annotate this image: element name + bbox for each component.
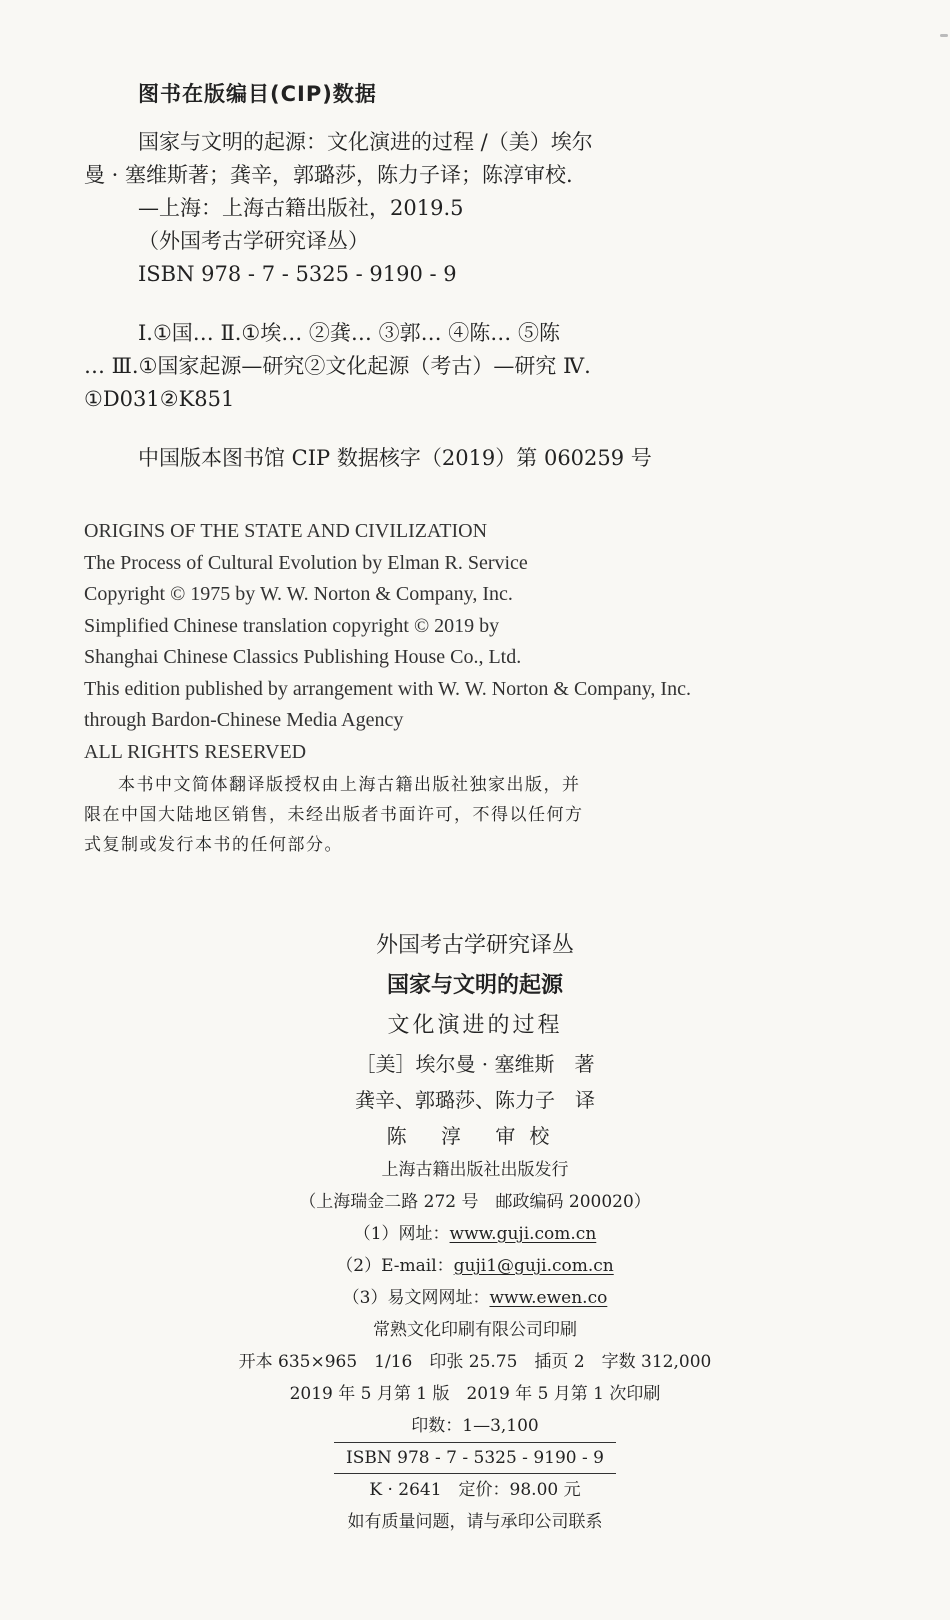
rights-line: 限在中国大陆地区销售，未经出版者书面许可，不得以任何方 — [84, 805, 584, 825]
cip-record — [84, 126, 744, 475]
cip-class-line: Ⅰ.①国… Ⅱ.①埃… ②龚… ③郭… ④陈… ⑤陈 — [138, 321, 560, 345]
email-link[interactable]: guji1@guji.com.cn — [453, 1256, 614, 1276]
cip-class-line: ①D031②K851 — [84, 387, 235, 411]
website-label: （1）网址： — [353, 1224, 450, 1244]
english-line: through Bardon-Chinese Media Agency — [84, 709, 404, 731]
book-title: 国家与文明的起源 — [386, 973, 563, 998]
cip-heading: 图书在版编目(CIP)数据 — [138, 82, 377, 106]
website-link[interactable]: www.guji.com.cn — [449, 1224, 597, 1244]
cip-line: （外国考古学研究译丛） — [138, 229, 369, 253]
cip-isbn: ISBN 978 - 7 - 5325 - 9190 - 9 — [138, 262, 457, 286]
colophon — [0, 926, 950, 1538]
isbn-wrap — [0, 1442, 950, 1474]
specs-line: 开本 635×965 1/16 印张 25.75 插页 2 字数 312,000 — [238, 1352, 712, 1372]
printer-line: 常熟文化印刷有限公司印刷 — [373, 1320, 577, 1340]
book-subtitle: 文化演进的过程 — [387, 1013, 563, 1038]
cip-line: —上海：上海古籍出版社，2019.5 — [138, 196, 464, 220]
cip-number: 中国版本图书馆 CIP 数据核字（2019）第 060259 号 — [138, 446, 652, 470]
quality-notice: 如有质量问题，请与承印公司联系 — [347, 1512, 603, 1532]
edition-line: 2019 年 5 月第 1 版 2019 年 5 月第 1 次印刷 — [289, 1384, 661, 1404]
english-line: Copyright © 1975 by W. W. Norton & Company, Inc. — [84, 583, 513, 605]
price-line: K · 2641 定价：98.00 元 — [369, 1480, 581, 1500]
ewen-label: （3）易文网网址： — [342, 1288, 490, 1308]
cip-line: 曼 · 塞维斯著；龚辛，郭璐莎，陈力子译；陈淳审校. — [84, 163, 573, 187]
english-line: Shanghai Chinese Classics Publishing House Co., Ltd. — [84, 646, 522, 668]
publisher-line: 上海古籍出版社出版发行 — [381, 1160, 569, 1180]
website-line — [0, 1218, 950, 1250]
ewen-line — [0, 1282, 950, 1314]
english-line: Simplified Chinese translation copyright © 2019 by — [84, 614, 500, 637]
email-label: （2）E-mail： — [336, 1256, 454, 1276]
english-title: ORIGINS OF THE STATE AND CIVILIZATION — [84, 520, 488, 542]
rights-line: 式复制或发行本书的任何部分。 — [84, 835, 343, 855]
series-name: 外国考古学研究译丛 — [375, 933, 574, 958]
english-copyright — [84, 516, 844, 768]
english-line: The Process of Cultural Evolution by Elman R. Service — [84, 551, 528, 574]
chinese-rights-notice — [84, 770, 704, 860]
translators-line: 龚辛、郭璐莎、陈力子 译 — [355, 1088, 595, 1112]
english-line: This edition published by arrangement with W. W. Norton & Company, Inc. — [84, 677, 691, 700]
email-line — [0, 1250, 950, 1282]
english-rights: ALL RIGHTS RESERVED — [84, 740, 307, 763]
rights-line: 本书中文简体翻译版授权由上海古籍出版社独家出版，并 — [118, 775, 581, 795]
scan-speck — [940, 34, 948, 37]
author-line: ［美］埃尔曼 · 塞维斯 著 — [355, 1052, 595, 1076]
cip-line: 国家与文明的起源：文化演进的过程 /（美）埃尔 — [138, 130, 593, 154]
cip-class-line: … Ⅲ.①国家起源—研究②文化起源（考古）—研究 Ⅳ. — [84, 354, 591, 378]
isbn-line: ISBN 978 - 7 - 5325 - 9190 - 9 — [334, 1442, 616, 1474]
print-run-line: 印数：1—3,100 — [411, 1416, 539, 1436]
ewen-link[interactable]: www.ewen.co — [489, 1288, 608, 1308]
reviser-line: 陈 淳 审校 — [386, 1124, 564, 1148]
address-line: （上海瑞金二路 272 号 邮政编码 200020） — [299, 1192, 651, 1212]
